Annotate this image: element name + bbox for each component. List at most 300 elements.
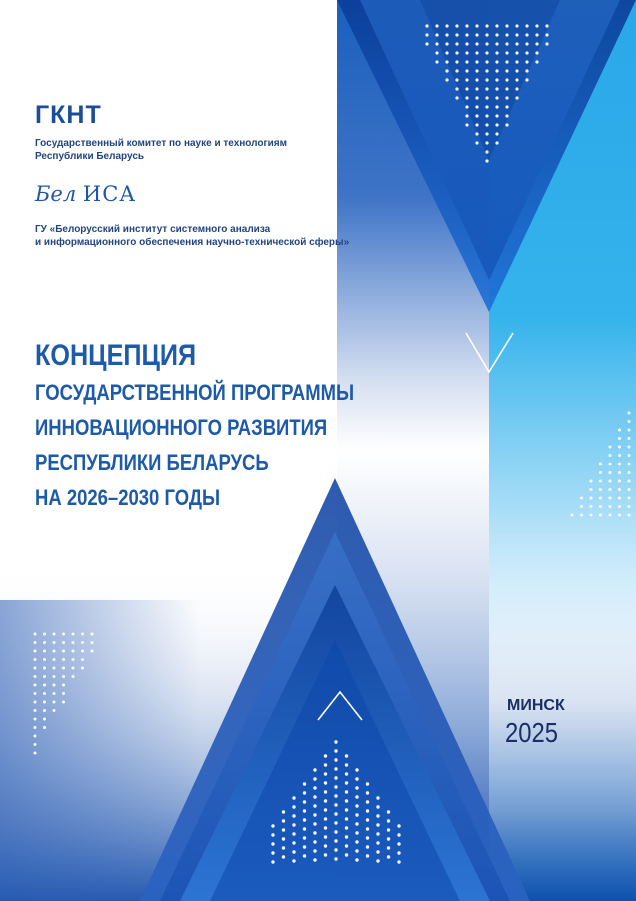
decor-dot [515,51,518,54]
decor-dot [505,60,508,63]
decor-dot [515,60,518,63]
org-name-line-1: Государственный комитет по науке и технологиям [35,138,288,149]
decor-dot [43,718,46,721]
decor-dot [445,42,448,45]
decor-dot [618,463,621,466]
decor-dot [43,726,46,729]
title-line-1: КОНЦЕПЦИЯ [35,339,197,372]
decor-dot [397,851,400,854]
decor-dot [455,33,458,36]
decor-dot [324,763,327,766]
decor-dot [609,463,612,466]
decor-dot [505,105,508,108]
decor-dot [345,844,348,847]
decor-dot [535,42,538,45]
decor-dot [485,24,488,27]
decor-dot [465,78,468,81]
decor-dot [397,824,400,827]
decor-dot [324,790,327,793]
decor-dot [609,446,612,449]
decor-dot [455,60,458,63]
decor-dot [628,497,631,500]
decor-dot [324,772,327,775]
title-line-2: ГОСУДАРСТВЕННОЙ ПРОГРАММЫ [35,380,355,405]
decor-dot [334,803,337,806]
decor-dot [505,114,508,117]
decor-dot [91,641,94,644]
decor-dot [271,860,274,863]
institute-name-line-2: и информационного обеспечения научно-технической сферы» [35,237,350,248]
decor-dot [445,24,448,27]
decor-dot [34,684,37,687]
decor-dot [345,799,348,802]
decor-dot [455,69,458,72]
decor-dot [345,763,348,766]
decor-dot [495,24,498,27]
decor-dot [271,833,274,836]
decor-dot [313,777,316,780]
title-line-4: РЕСПУБЛИКИ БЕЛАРУСЬ [35,450,269,475]
decor-dot [43,709,46,712]
decor-dot [366,854,369,857]
decor-dot [465,123,468,126]
decor-dot [355,831,358,834]
decor-dot [495,132,498,135]
institute-name-line-1: ГУ «Белорусский институт системного анализа [35,224,271,235]
decor-dot [334,857,337,860]
decor-dot [366,782,369,785]
decor-dot [545,24,548,27]
decor-dot [43,650,46,653]
decor-dot [34,709,37,712]
decor-dot [43,692,46,695]
decor-dot [72,667,75,670]
decor-dot [81,667,84,670]
decor-dot [599,480,602,483]
decor-dot [292,805,295,808]
decor-dot [495,141,498,144]
decor-dot [376,814,379,817]
decor-dot [387,810,390,813]
decor-dot [292,859,295,862]
decor-dot [62,684,65,687]
decor-dot [324,835,327,838]
decor-dot [485,51,488,54]
decor-dot [324,799,327,802]
decor-dot [445,33,448,36]
decor-dot [324,826,327,829]
decor-dot [91,633,94,636]
decor-dot [282,846,285,849]
decor-dot [334,812,337,815]
decor-dot [628,471,631,474]
decor-dot [72,658,75,661]
decor-dot [355,804,358,807]
decor-dot [495,69,498,72]
decor-dot [609,480,612,483]
decor-dot [313,840,316,843]
decor-dot [271,851,274,854]
decor-dot [345,754,348,757]
decor-dot [355,795,358,798]
decor-dot [387,846,390,849]
decor-dot [485,60,488,63]
decor-dot [609,514,612,517]
decor-dot [282,819,285,822]
decor-dot [72,650,75,653]
decor-dot [376,805,379,808]
decor-dot [345,808,348,811]
decor-dot [495,78,498,81]
decor-dot [34,735,37,738]
decor-dot [485,78,488,81]
decor-dot [505,33,508,36]
decor-dot [303,845,306,848]
decor-dot [34,701,37,704]
decor-dot [292,814,295,817]
decor-dot [515,24,518,27]
decor-dot [515,69,518,72]
decor-dot [505,78,508,81]
decor-dot [53,684,56,687]
decor-dot [495,42,498,45]
decor-dot [495,33,498,36]
decor-dot [53,658,56,661]
decor-dot [34,650,37,653]
decor-dot [525,33,528,36]
decor-dot [34,692,37,695]
decor-dot [345,853,348,856]
decor-dot [445,78,448,81]
decor-dot [445,51,448,54]
decor-dot [599,497,602,500]
decor-dot [505,87,508,90]
document-title [35,337,354,515]
decor-dot [515,78,518,81]
decor-dot [282,828,285,831]
decor-dot [628,505,631,508]
decor-dot [590,514,593,517]
decor-dot [475,33,478,36]
decor-dot [313,849,316,852]
decor-dot [455,87,458,90]
decor-dot [485,105,488,108]
decor-dot [505,123,508,126]
decor-dot [334,794,337,797]
decor-dot [465,42,468,45]
decor-dot [292,832,295,835]
org-abbreviation: ГКНТ [35,101,102,129]
decor-dot [345,772,348,775]
decor-dot [303,836,306,839]
decor-dot [43,667,46,670]
decor-dot [495,105,498,108]
decor-dot [525,51,528,54]
decor-dot [34,675,37,678]
decor-dot [355,777,358,780]
decor-dot [355,813,358,816]
decor-dot [435,60,438,63]
decor-dot [455,96,458,99]
decor-dot [475,60,478,63]
decor-dot [34,667,37,670]
decor-dot [599,505,602,508]
decor-dot [599,463,602,466]
decor-dot [580,505,583,508]
decor-dot [345,835,348,838]
decor-dot [495,60,498,63]
decor-dot [475,141,478,144]
decor-dot [435,42,438,45]
decor-dot [465,60,468,63]
decor-dot [81,641,84,644]
decor-dot [425,33,428,36]
org-full-name [35,137,335,163]
decor-dot [53,641,56,644]
institute-name [35,223,355,249]
decor-dot [609,454,612,457]
decor-dot [53,701,56,704]
decor-dot [334,848,337,851]
decor-dot [505,96,508,99]
decor-dot [303,791,306,794]
decor-dot [376,841,379,844]
decor-dot [292,796,295,799]
decor-dot [292,850,295,853]
decor-dot [475,51,478,54]
decor-dot [324,781,327,784]
decor-dot [62,633,65,636]
decor-dot [345,781,348,784]
decor-dot [43,633,46,636]
decor-dot [376,796,379,799]
decor-dot [397,842,400,845]
decor-dot [618,488,621,491]
decor-dot [397,860,400,863]
decor-dot [618,497,621,500]
decor-dot [334,830,337,833]
decor-dot [590,497,593,500]
decor-dot [334,749,337,752]
decor-dot [618,437,621,440]
imprint-year: 2025 [505,717,558,748]
decor-dot [475,114,478,117]
decor-dot [475,105,478,108]
decor-dot [34,658,37,661]
decor-dot [313,786,316,789]
decor-dot [580,514,583,517]
decor-dot [465,105,468,108]
decor-dot [34,641,37,644]
decor-dot [628,454,631,457]
decor-dot [515,96,518,99]
decor-dot [34,752,37,755]
decor-dot [313,795,316,798]
decor-dot [628,412,631,415]
decor-dot [355,858,358,861]
decor-dot [475,132,478,135]
decor-dot [366,791,369,794]
decor-dot [525,78,528,81]
decor-dot [387,828,390,831]
decor-dot [53,692,56,695]
imprint-city: МИНСК [507,697,565,714]
decor-dot [545,33,548,36]
decor-dot [282,837,285,840]
decor-dot [485,141,488,144]
decor-dot [387,837,390,840]
decor-dot [465,24,468,27]
decor-dot [485,150,488,153]
title-line-3: ИННОВАЦИОННОГО РАЗВИТИЯ [35,415,328,440]
decor-dot [366,845,369,848]
decor-dot [618,446,621,449]
belisa-logo-part-1: Бел [35,182,77,206]
decor-dot [53,633,56,636]
decor-dot [81,633,84,636]
decor-dot [43,684,46,687]
decor-dot [62,641,65,644]
decor-dot [271,842,274,845]
decor-dot [465,33,468,36]
decor-dot [387,819,390,822]
decor-dot [545,42,548,45]
decor-dot [43,658,46,661]
decor-dot [455,78,458,81]
decor-dot [345,817,348,820]
decor-dot [475,24,478,27]
decor-dot [485,33,488,36]
decor-dot [355,849,358,852]
decor-dot [485,123,488,126]
decor-dot [53,650,56,653]
decor-dot [580,497,583,500]
decor-dot [628,437,631,440]
decor-dot [435,33,438,36]
decor-dot [313,831,316,834]
decor-dot [345,790,348,793]
decor-dot [445,60,448,63]
decor-dot [303,818,306,821]
decor-dot [334,776,337,779]
decor-dot [590,505,593,508]
decor-dot [505,24,508,27]
decor-dot [618,480,621,483]
decor-dot [282,855,285,858]
decor-dot [435,24,438,27]
decor-dot [475,69,478,72]
decor-dot [366,836,369,839]
decor-dot [62,692,65,695]
decor-dot [435,51,438,54]
decor-dot [303,827,306,830]
decor-dot [475,42,478,45]
decor-dot [72,675,75,678]
decor-dot [334,740,337,743]
decor-dot [324,844,327,847]
decor-dot [495,114,498,117]
decor-dot [465,51,468,54]
decor-dot [366,818,369,821]
decor-dot [324,817,327,820]
decor-dot [62,667,65,670]
decor-dot [590,480,593,483]
decor-dot [72,641,75,644]
decor-dot [628,463,631,466]
decor-dot [81,650,84,653]
decor-dot [324,754,327,757]
decor-dot [485,42,488,45]
decor-dot [43,701,46,704]
decor-dot [618,429,621,432]
decor-dot [397,833,400,836]
decor-dot [505,69,508,72]
decor-dot [515,87,518,90]
decor-dot [445,69,448,72]
decor-dot [425,42,428,45]
decor-dot [313,858,316,861]
decor-dot [366,800,369,803]
decor-dot [525,42,528,45]
decor-dot [515,33,518,36]
decor-dot [505,42,508,45]
decor-dot [495,123,498,126]
decor-dot [313,768,316,771]
decor-dot [62,675,65,678]
decor-dot [334,767,337,770]
decor-dot [628,429,631,432]
decor-dot [485,114,488,117]
decor-dot [609,497,612,500]
decor-dot [485,87,488,90]
decor-dot [334,821,337,824]
belisa-logo [35,182,136,206]
decor-dot [571,514,574,517]
decor-dot [324,808,327,811]
decor-dot [628,488,631,491]
decor-dot [303,809,306,812]
decor-dot [505,51,508,54]
decor-dot [455,42,458,45]
decor-dot [485,96,488,99]
decor-dot [271,824,274,827]
decor-dot [43,675,46,678]
decor-dot [303,854,306,857]
decor-dot [355,840,358,843]
decor-dot [62,658,65,661]
decor-dot [618,514,621,517]
decor-dot [34,743,37,746]
decor-dot [313,804,316,807]
decor-dot [303,800,306,803]
decor-dot [628,420,631,423]
decor-dot [628,446,631,449]
decor-dot [475,87,478,90]
decor-dot [387,855,390,858]
decor-dot [366,827,369,830]
decor-dot [81,658,84,661]
decor-dot [366,809,369,812]
decor-dot [495,87,498,90]
decor-dot [355,822,358,825]
decor-dot [535,24,538,27]
decor-dot [334,758,337,761]
decor-dot [303,782,306,785]
decor-dot [525,69,528,72]
decor-dot [465,114,468,117]
decor-dot [535,33,538,36]
decor-dot [376,859,379,862]
